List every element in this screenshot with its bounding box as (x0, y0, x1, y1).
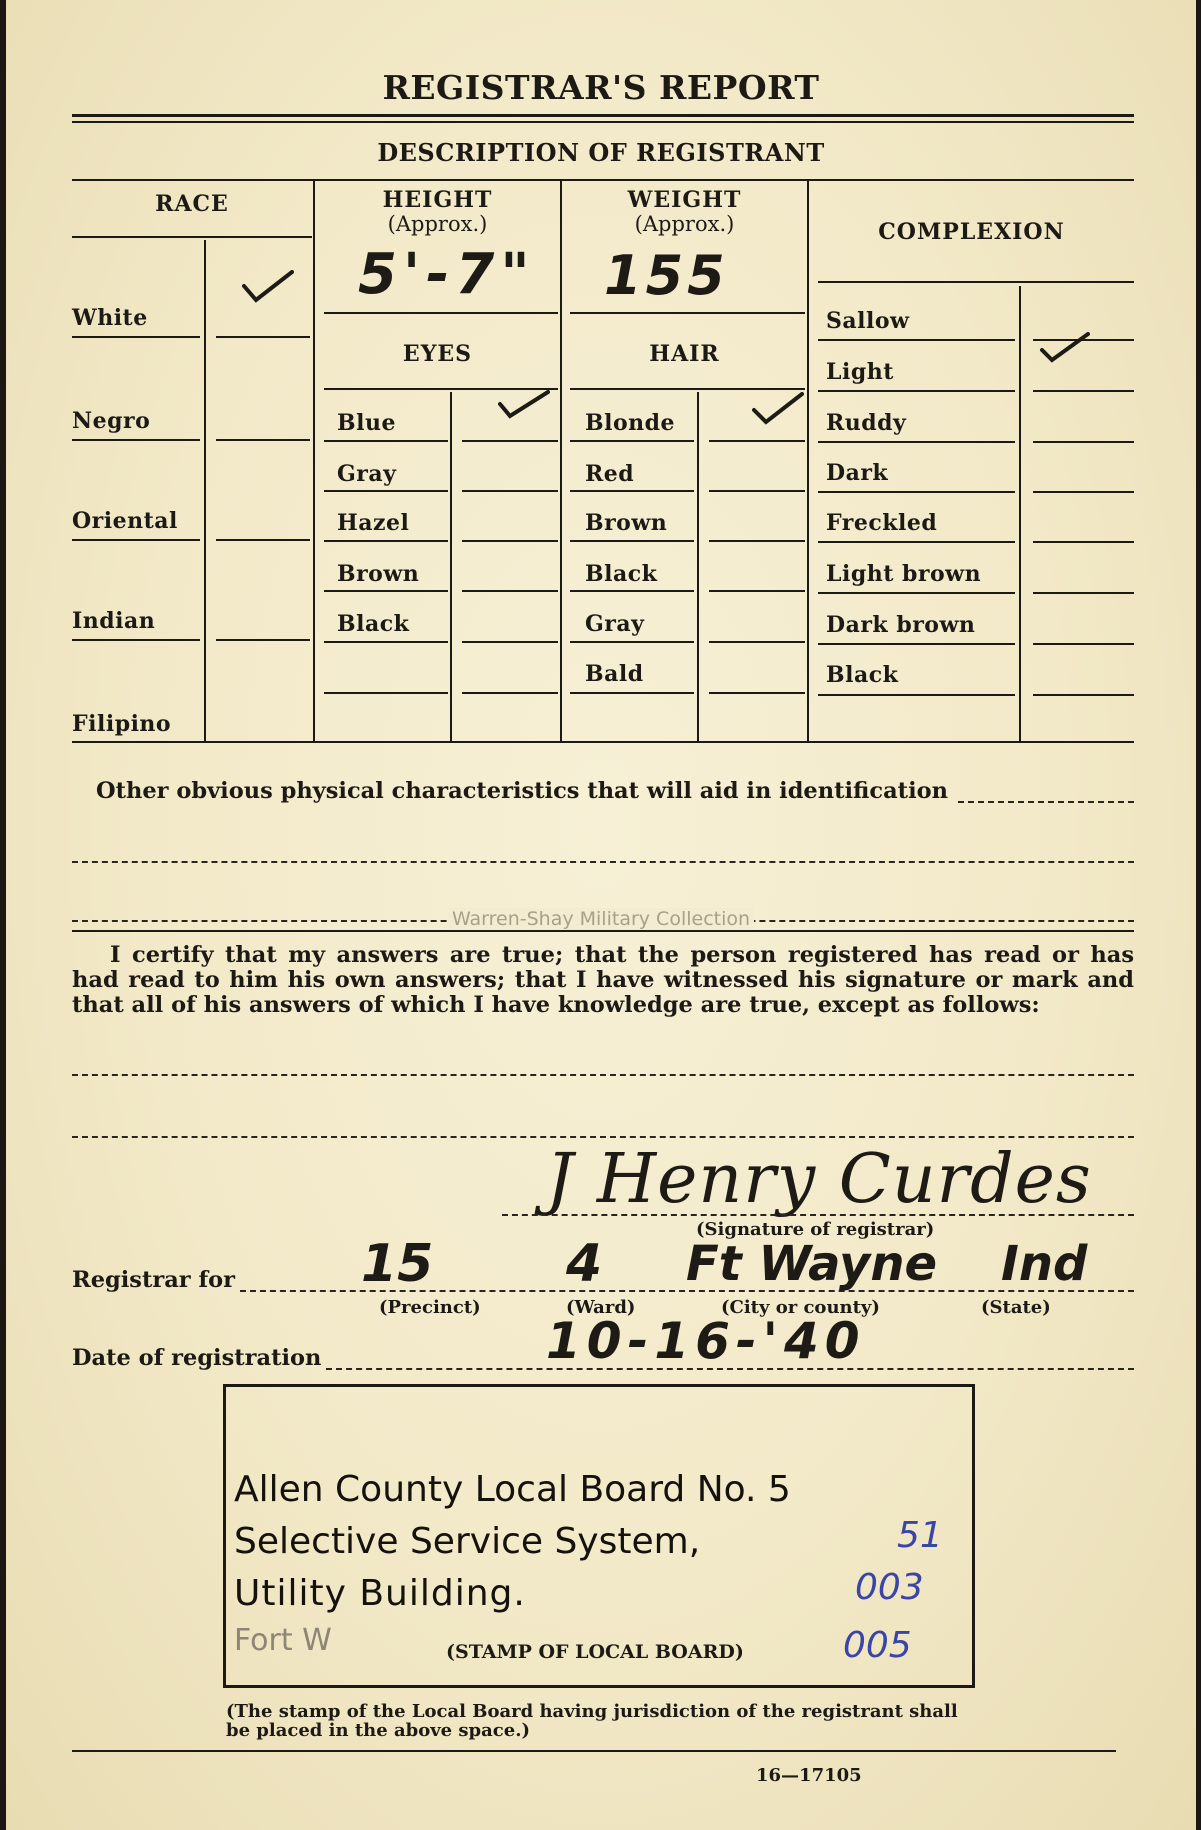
race-row-rule (72, 336, 200, 338)
eyes-row-rule (462, 590, 558, 592)
hair-row-rule (709, 490, 805, 492)
complexion-row-rule (1033, 441, 1134, 443)
hair-row-rule (709, 641, 805, 643)
complexion-row-rule (1033, 592, 1134, 594)
precinct-caption: (Precinct) (379, 1297, 481, 1318)
exceptions-line-2 (72, 1136, 1134, 1138)
stamp-line-2: Selective Service System, (234, 1521, 701, 1562)
eyes-row-rule (462, 540, 558, 542)
col-divider-3 (807, 181, 809, 741)
watermark-text: Warren-Shay Military Collection (448, 908, 754, 930)
race-option-negro: Negro (72, 408, 151, 434)
race-row-rule (72, 539, 200, 541)
hair-option-black: Black (585, 561, 658, 587)
signature-line (502, 1214, 1134, 1216)
complexion-row-rule (1033, 694, 1134, 696)
city-caption: (City or county) (721, 1297, 880, 1318)
complexion-row-rule (1033, 491, 1134, 493)
eyes-option-black: Black (337, 611, 410, 637)
hair-option-red: Red (585, 461, 635, 487)
hair-blonde-checkmark-icon (752, 390, 804, 426)
eyes-row-rule (324, 641, 448, 643)
race-row-rule (216, 639, 310, 641)
date-of-registration-value: 10-16-'40 (546, 1312, 866, 1370)
stamp-note: (The stamp of the Local Board having jurisdiction of the registrant shall be placed in the above space.) (226, 1701, 958, 1741)
weight-bottom-rule (570, 312, 805, 314)
eyes-option-hazel: Hazel (337, 510, 410, 536)
signature-caption: (Signature of registrar) (696, 1219, 935, 1240)
race-header-rule (72, 236, 312, 238)
eyes-blue-checkmark-icon (498, 386, 550, 422)
city-value: Ft Wayne (686, 1236, 938, 1292)
other-characteristics-line-2 (72, 861, 1134, 863)
race-option-white: White (72, 305, 148, 331)
height-value: 5'-7" (358, 242, 536, 307)
race-row-rule (216, 539, 310, 541)
stamp-number-1: 51 (897, 1515, 943, 1556)
complexion-row-rule (818, 491, 1015, 493)
complexion-option-light-brown: Light brown (826, 561, 982, 587)
complexion-row-rule (818, 390, 1015, 392)
table-top-rule (72, 179, 1134, 181)
registrar-signature: J Henry Curdes (546, 1140, 1092, 1219)
complexion-header-rule (818, 281, 1134, 283)
race-option-indian: Indian (72, 608, 156, 634)
stamp-line-3: Utility Building. (234, 1573, 526, 1614)
complexion-check-divider (1019, 286, 1021, 741)
stamp-line-4-faded: Fort W (234, 1623, 332, 1658)
race-row-rule (216, 336, 310, 338)
eyes-option-blue: Blue (337, 410, 396, 436)
complexion-row-rule (1033, 643, 1134, 645)
complexion-row-rule (1033, 339, 1134, 341)
complexion-option-dark: Dark (826, 460, 889, 486)
complexion-row-rule (1033, 390, 1134, 392)
eyes-check-divider (450, 392, 452, 741)
race-header: RACE (155, 191, 229, 217)
complexion-light-checkmark-icon (1038, 328, 1090, 364)
hair-row-rule (570, 590, 694, 592)
height-header-label: HEIGHT (382, 187, 493, 213)
weight-header (562, 188, 807, 236)
other-characteristics-line (958, 801, 1134, 803)
hair-option-gray: Gray (585, 611, 645, 637)
complexion-option-light: Light (826, 359, 894, 385)
complexion-row-rule (818, 541, 1015, 543)
title-rule-2 (72, 121, 1134, 123)
title-rule-1 (72, 114, 1134, 117)
weight-header-label: WEIGHT (627, 187, 742, 213)
race-row-rule (72, 439, 200, 441)
precinct-value: 15 (361, 1234, 434, 1294)
complexion-row-rule (1033, 541, 1134, 543)
eyes-header: EYES (402, 341, 473, 367)
exceptions-line-1 (72, 1074, 1134, 1076)
eyes-row-rule (324, 490, 448, 492)
eyes-row-rule (324, 590, 448, 592)
form-number: 16—17105 (756, 1765, 862, 1786)
hair-check-divider (697, 392, 699, 741)
race-row-rule (72, 639, 200, 641)
hair-row-rule (709, 692, 805, 694)
footer-rule (72, 1750, 1116, 1752)
complexion-option-freckled: Freckled (826, 510, 938, 536)
weight-header-note: (Approx.) (634, 212, 735, 236)
hair-row-rule (570, 641, 694, 643)
hair-option-blonde: Blonde (585, 410, 676, 436)
hair-row-rule (709, 440, 805, 442)
hair-option-bald: Bald (585, 661, 644, 687)
complexion-header: COMPLEXION (878, 219, 1065, 245)
hair-row-rule (709, 540, 805, 542)
height-header-note: (Approx.) (387, 212, 488, 236)
eyes-row-rule (462, 692, 558, 694)
hair-row-rule (570, 490, 694, 492)
registrar-report-card (6, 0, 1196, 1830)
complexion-row-rule (818, 694, 1015, 696)
col-divider-2 (560, 181, 562, 741)
race-option-oriental: Oriental (72, 508, 178, 534)
hair-row-rule (570, 540, 694, 542)
complexion-option-sallow: Sallow (826, 308, 910, 334)
height-header (315, 188, 560, 236)
hair-row-rule (570, 440, 694, 442)
table-bottom-rule (72, 741, 1134, 743)
complexion-option-ruddy: Ruddy (826, 410, 907, 436)
race-check-divider (204, 240, 206, 741)
eyes-row-rule (324, 692, 448, 694)
state-value: Ind (1001, 1236, 1088, 1292)
complexion-row-rule (818, 441, 1015, 443)
hair-option-brown: Brown (585, 510, 668, 536)
complexion-row-rule (818, 592, 1015, 594)
report-title: REGISTRAR'S REPORT (382, 68, 820, 107)
certification-top-rule (72, 930, 1134, 932)
hair-row-rule (709, 590, 805, 592)
eyes-row-rule (324, 440, 448, 442)
complexion-option-dark-brown: Dark brown (826, 612, 976, 638)
col-divider-1 (313, 181, 315, 741)
race-row-rule (216, 439, 310, 441)
stamp-number-2: 003 (855, 1567, 924, 1608)
complexion-option-black: Black (826, 662, 899, 688)
other-characteristics-label: Other obvious physical characteristics that will aid in identification (96, 778, 948, 804)
eyes-option-brown: Brown (337, 561, 420, 587)
complexion-row-rule (818, 643, 1015, 645)
race-white-checkmark-icon (242, 268, 294, 304)
date-of-registration-label: Date of registration (72, 1345, 322, 1371)
stamp-caption: (STAMP OF LOCAL BOARD) (446, 1641, 744, 1663)
ward-value: 4 (566, 1234, 603, 1294)
section-subtitle: DESCRIPTION OF REGISTRANT (377, 138, 825, 167)
watermark-wrap (6, 908, 1196, 930)
hair-row-rule (570, 692, 694, 694)
ward-caption: (Ward) (566, 1297, 636, 1318)
eyes-row-rule (462, 490, 558, 492)
eyes-row-rule (462, 440, 558, 442)
stamp-number-3: 005 (843, 1625, 912, 1666)
complexion-row-rule (818, 339, 1015, 341)
hair-header: HAIR (649, 341, 720, 367)
registrar-for-label: Registrar for (72, 1267, 236, 1293)
local-board-stamp-box (223, 1384, 975, 1688)
certification-text: I certify that my answers are true; that the person registered has read or has had read to him his own answers; that I have witnessed his signature or mark and that all of his answers of which I have knowledge are true, except as follows: (72, 942, 1134, 1018)
state-caption: (State) (981, 1297, 1051, 1318)
race-option-filipino: Filipino (72, 711, 172, 737)
height-bottom-rule (324, 312, 558, 314)
eyes-row-rule (462, 641, 558, 643)
eyes-option-gray: Gray (337, 461, 397, 487)
stamp-line-1: Allen County Local Board No. 5 (234, 1469, 791, 1510)
eyes-row-rule (324, 540, 448, 542)
weight-value: 155 (604, 244, 729, 307)
